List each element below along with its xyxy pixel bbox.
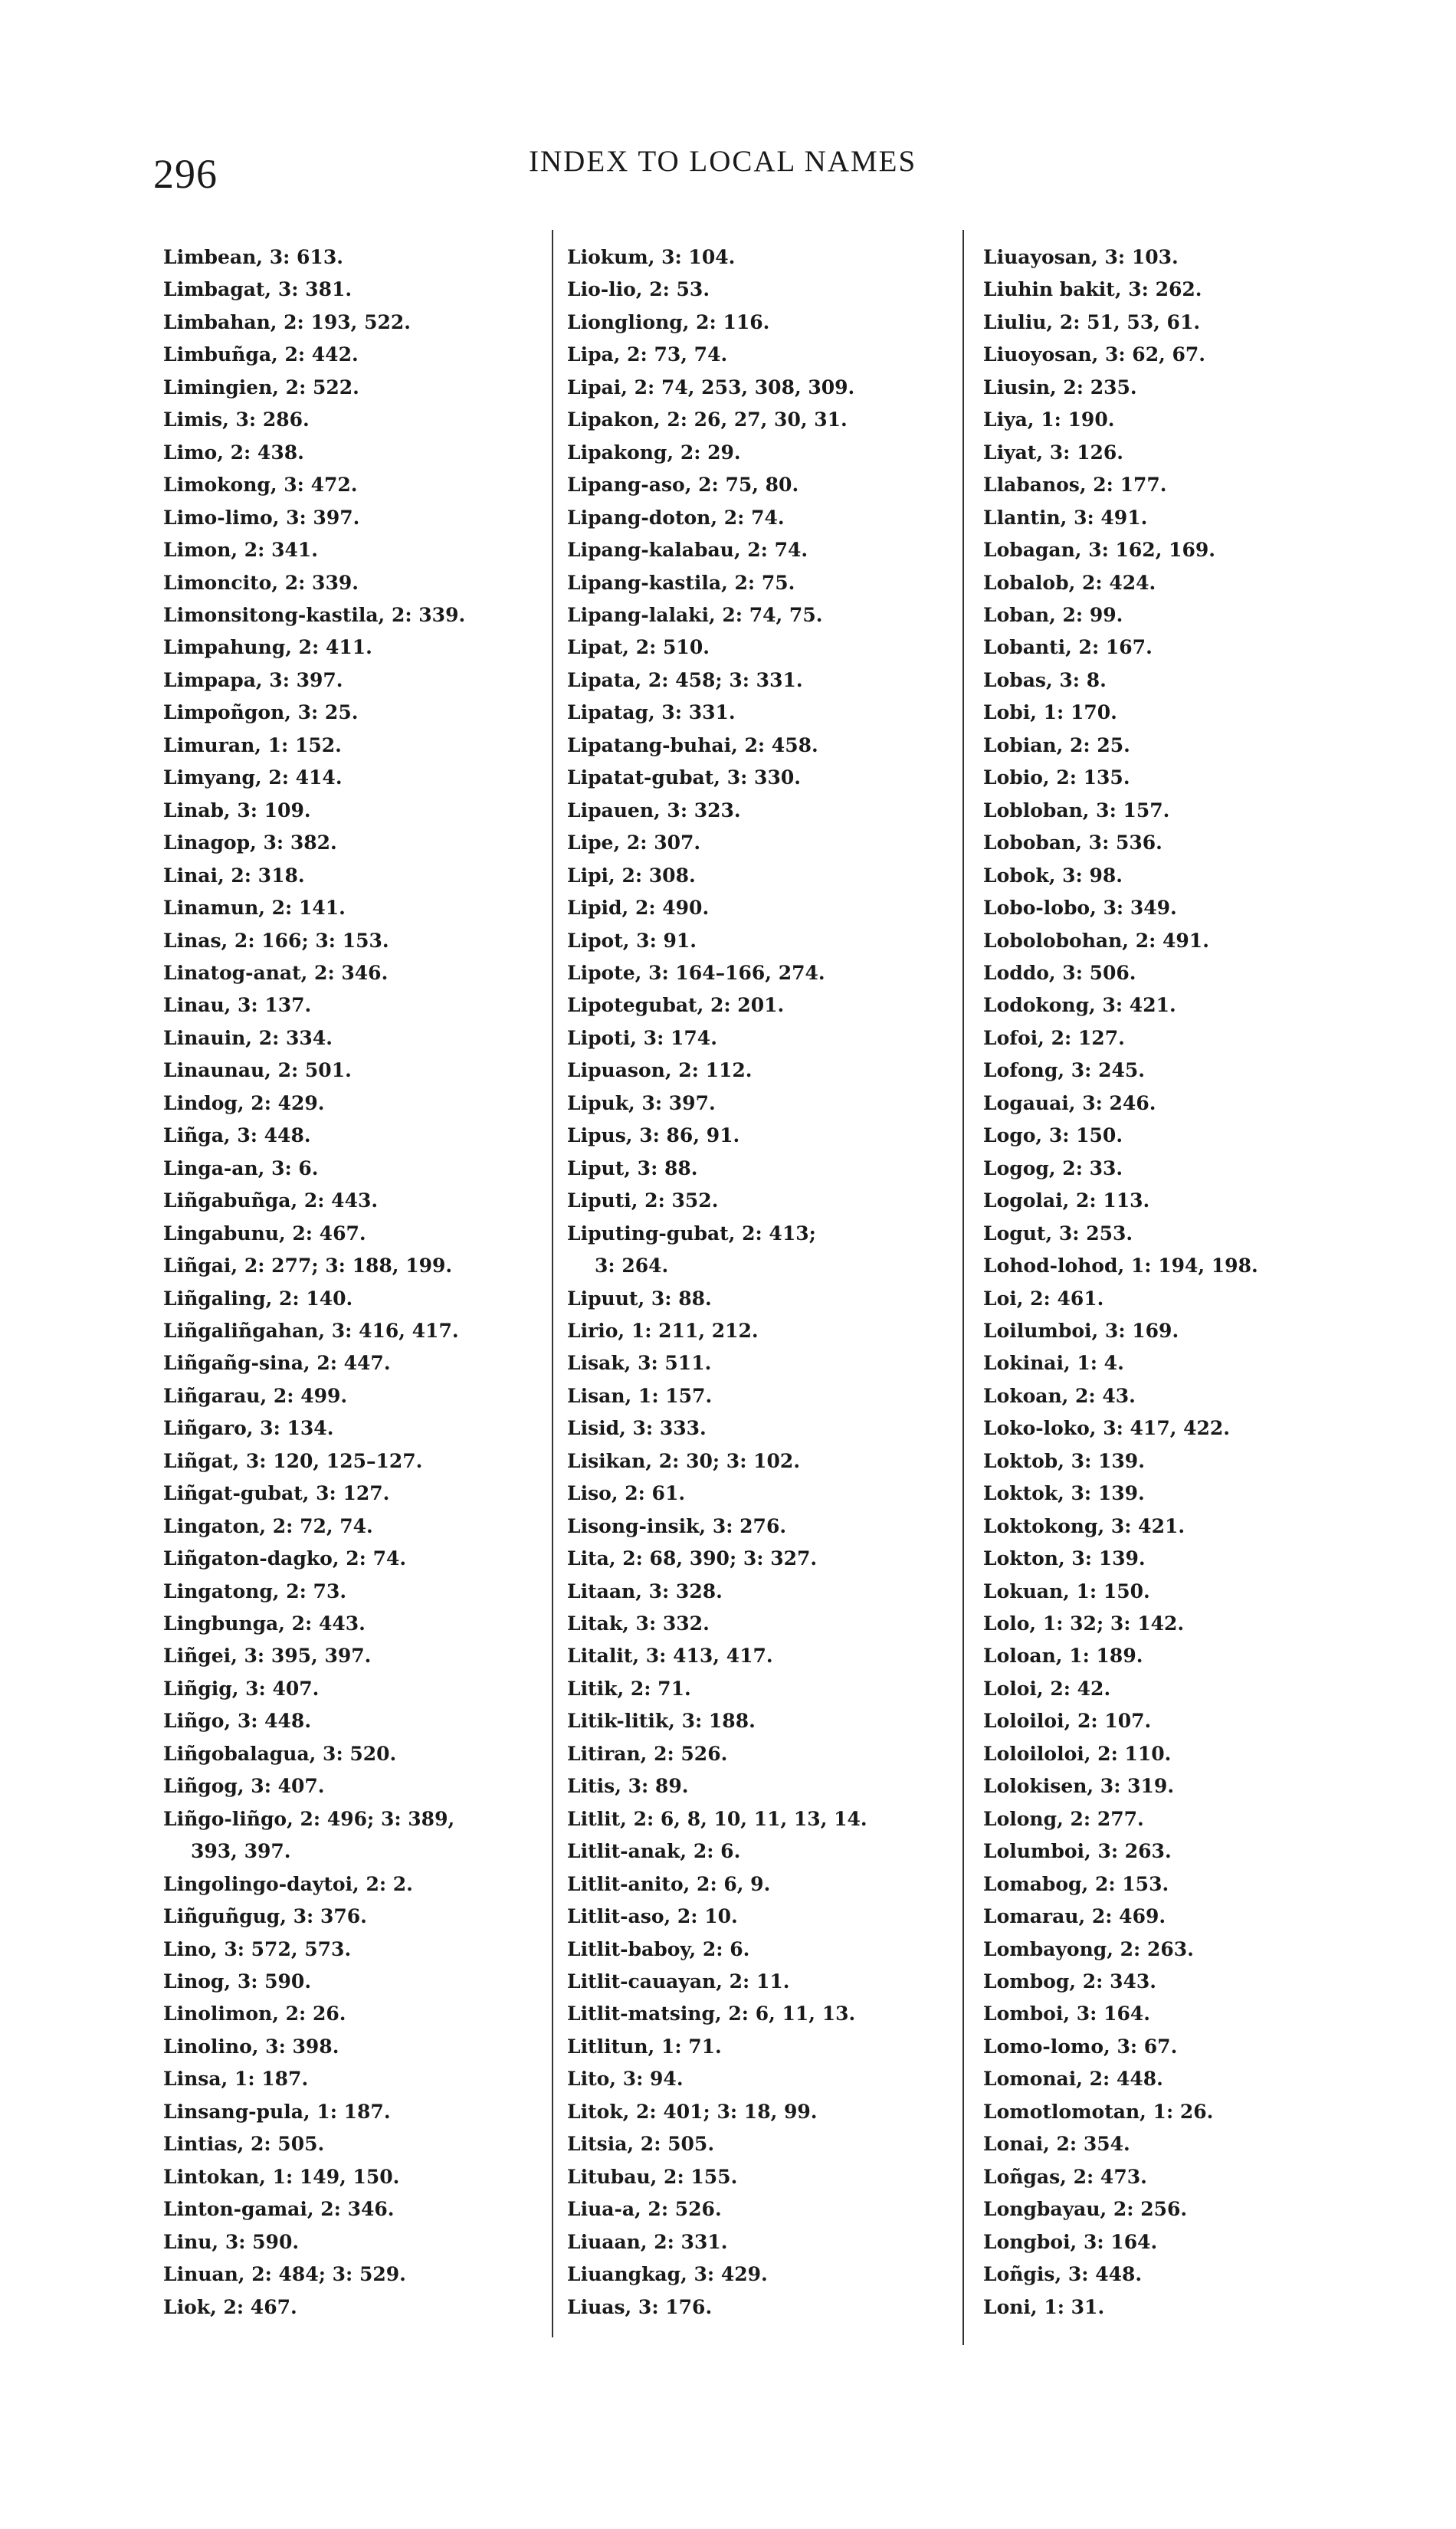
index-entry: Liñgañg-sina, 2: 447. [163, 1352, 391, 1375]
index-entry: Lolokisen, 3: 319. [983, 1775, 1175, 1798]
index-entry: Litok, 2: 401; 3: 18, 99. [567, 2100, 818, 2123]
index-entry: Liñgo, 3: 448. [163, 1710, 312, 1733]
index-entry: Lombog, 2: 343. [983, 1970, 1156, 1993]
index-entry: Lindog, 2: 429. [163, 1091, 325, 1114]
index-entry: Lobok, 3: 98. [983, 864, 1123, 887]
index-entry: Liso, 2: 61. [567, 1482, 686, 1505]
index-entry: Logauai, 3: 246. [983, 1091, 1156, 1114]
index-entry: Lipai, 2: 74, 253, 308, 309. [567, 376, 855, 399]
index-entry: Litlitun, 1: 71. [567, 2035, 722, 2058]
index-entry: 393, 397. [191, 1840, 291, 1863]
index-entry: Lipi, 2: 308. [567, 864, 696, 887]
index-entry: Lolo, 1: 32; 3: 142. [983, 1612, 1185, 1635]
index-entry: Liñgaro, 3: 134. [163, 1417, 334, 1440]
index-entry: Linamun, 2: 141. [163, 897, 346, 920]
index-entry: Lio-lio, 2: 53. [567, 278, 710, 301]
index-entry: Llabanos, 2: 177. [983, 474, 1167, 497]
index-entry: Lipang-doton, 2: 74. [567, 506, 785, 529]
index-entry: Lipid, 2: 490. [567, 897, 710, 920]
index-entry: Lonai, 2: 354. [983, 2133, 1130, 2156]
index-entry: Lipot, 3: 91. [567, 929, 697, 952]
index-entry: Lokuan, 1: 150. [983, 1579, 1150, 1602]
index-entry: Lipakon, 2: 26, 27, 30, 31. [567, 408, 848, 431]
index-entry: Lirio, 1: 211, 212. [567, 1319, 759, 1342]
index-entry: Logolai, 2: 113. [983, 1189, 1150, 1212]
index-entry: Linatog-anat, 2: 346. [163, 961, 389, 984]
index-entry: Lisan, 1: 157. [567, 1384, 713, 1407]
index-entry: Lino, 3: 572, 573. [163, 1937, 352, 1960]
index-entry: Lipus, 3: 86, 91. [567, 1124, 740, 1147]
index-entry: Liputing-gubat, 2: 413; [567, 1222, 816, 1245]
index-entry: Litis, 3: 89. [567, 1775, 689, 1798]
index-entry: Lipang-aso, 2: 75, 80. [567, 474, 799, 497]
index-entry: Liñguñgug, 3: 376. [163, 1905, 367, 1928]
index-entry: Liusin, 2: 235. [983, 376, 1137, 399]
index-entry: Linton-gamai, 2: 346. [163, 2198, 395, 2221]
index-entry: Litlit-cauayan, 2: 11. [567, 1970, 790, 1993]
index-entry: Lobloban, 3: 157. [983, 799, 1170, 822]
index-entry: Liñgarau, 2: 499. [163, 1384, 348, 1407]
index-entry: Lipe, 2: 307. [567, 832, 701, 854]
index-entry: Lipang-kalabau, 2: 74. [567, 539, 808, 562]
index-entry: Lipakong, 2: 29. [567, 441, 741, 464]
index-entry: Lipatat-gubat, 3: 330. [567, 766, 801, 789]
index-entry: Liok, 2: 467. [163, 2295, 297, 2318]
index-entry: Liñgabuñga, 2: 443. [163, 1189, 379, 1212]
index-entry: Liput, 3: 88. [567, 1156, 698, 1179]
index-entry: Limpoñgon, 3: 25. [163, 701, 359, 724]
index-entry: Liñgei, 3: 395, 397. [163, 1645, 372, 1668]
index-entry: Liñgaliñgahan, 3: 416, 417. [163, 1319, 459, 1342]
index-column-2 [567, 241, 950, 2324]
index-entry: Logo, 3: 150. [983, 1124, 1123, 1147]
index-entry: Lipoti, 3: 174. [567, 1026, 717, 1049]
index-entry: Litlit-anito, 2: 6, 9. [567, 1872, 771, 1895]
index-entry: Loloan, 1: 189. [983, 1645, 1143, 1668]
index-entry: Longbayau, 2: 256. [983, 2198, 1188, 2221]
index-entry: Liñgat-gubat, 3: 127. [163, 1482, 390, 1505]
running-head: INDEX TO LOCAL NAMES [529, 145, 917, 178]
index-entry: Liputi, 2: 352. [567, 1189, 719, 1212]
index-entry: Loni, 1: 31. [983, 2295, 1105, 2318]
index-entry: Limuran, 1: 152. [163, 733, 342, 756]
index-entry: Limis, 3: 286. [163, 408, 310, 431]
index-entry: Lolong, 2: 277. [983, 1807, 1144, 1830]
index-entry: Litlit-baboy, 2: 6. [567, 1937, 750, 1960]
index-entry: Lipa, 2: 73, 74. [567, 343, 728, 366]
index-entry: Lokoan, 2: 43. [983, 1384, 1136, 1407]
index-entry: Liuayosan, 3: 103. [983, 246, 1179, 268]
index-entry: Lomotlomotan, 1: 26. [983, 2100, 1214, 2123]
index-entry: Limpahung, 2: 411. [163, 636, 372, 659]
index-entry: Loboban, 3: 536. [983, 832, 1163, 854]
index-entry: Lipote, 3: 164–166, 274. [567, 961, 825, 984]
index-entry: Lingaton, 2: 72, 74. [163, 1514, 373, 1537]
index-entry: Litlit-anak, 2: 6. [567, 1840, 741, 1863]
index-entry: Liñgai, 2: 277; 3: 188, 199. [163, 1255, 453, 1278]
index-entry: Lita, 2: 68, 390; 3: 327. [567, 1547, 818, 1570]
index-entry: Lobio, 2: 135. [983, 766, 1130, 789]
index-entry: Lobanti, 2: 167. [983, 636, 1153, 659]
index-entry: Loban, 2: 99. [983, 603, 1123, 626]
index-entry: Liñgog, 3: 407. [163, 1775, 325, 1798]
index-entry: Loñgas, 2: 473. [983, 2165, 1147, 2188]
index-entry: Liuoyosan, 3: 62, 67. [983, 343, 1206, 366]
index-entry: Lipatag, 3: 331. [567, 701, 736, 724]
column-divider [962, 230, 964, 2345]
index-entry: Lobas, 3: 8. [983, 668, 1107, 691]
index-entry: Limonsitong-kastila, 2: 339. [163, 603, 466, 626]
index-entry: Limpapa, 3: 397. [163, 668, 343, 691]
index-entry: Lipata, 2: 458; 3: 331. [567, 668, 803, 691]
index-entry: Logut, 3: 253. [983, 1222, 1133, 1245]
index-entry: Linauin, 2: 334. [163, 1026, 333, 1049]
index-entry: Liñgobalagua, 3: 520. [163, 1742, 397, 1765]
index-entry: Lintias, 2: 505. [163, 2133, 325, 2156]
index-entry: Liongliong, 2: 116. [567, 310, 770, 333]
index-entry: Limoncito, 2: 339. [163, 571, 359, 594]
index-entry: Loko-loko, 3: 417, 422. [983, 1417, 1231, 1440]
column-divider [552, 230, 553, 2337]
index-entry: Liñga, 3: 448. [163, 1124, 311, 1147]
index-entry: Lobian, 2: 25. [983, 733, 1130, 756]
index-entry: Lobalob, 2: 424. [983, 571, 1156, 594]
index-entry: Liuaan, 2: 331. [567, 2230, 728, 2253]
index-entry: Linolimon, 2: 26. [163, 2003, 346, 2025]
index-entry: Liuliu, 2: 51, 53, 61. [983, 310, 1201, 333]
index-entry: Linaunau, 2: 501. [163, 1059, 352, 1082]
index-entry: Limingien, 2: 522. [163, 376, 359, 399]
index-entry: Limbahan, 2: 193, 522. [163, 310, 411, 333]
index-entry: Lomarau, 2: 469. [983, 1905, 1166, 1928]
index-entry: 3: 264. [595, 1255, 669, 1278]
index-entry: Limon, 2: 341. [163, 539, 319, 562]
index-entry: Lipuason, 2: 112. [567, 1059, 753, 1082]
index-entry: Loddo, 3: 506. [983, 961, 1136, 984]
index-entry: Loloi, 2: 42. [983, 1677, 1111, 1700]
index-entry: Litalit, 3: 413, 417. [567, 1645, 773, 1668]
index-entry: Lomo-lomo, 3: 67. [983, 2035, 1178, 2058]
index-entry: Lofong, 3: 245. [983, 1059, 1145, 1082]
index-entry: Lomonai, 2: 448. [983, 2068, 1163, 2091]
index-entry: Loilumboi, 3: 169. [983, 1319, 1179, 1342]
index-entry: Limo, 2: 438. [163, 441, 304, 464]
index-entry: Lipat, 2: 510. [567, 636, 710, 659]
index-entry: Liñgaton-dagko, 2: 74. [163, 1547, 407, 1570]
index-entry: Linagop, 3: 382. [163, 832, 337, 854]
index-entry: Linai, 2: 318. [163, 864, 305, 887]
index-entry: Lodokong, 3: 421. [983, 994, 1176, 1017]
index-entry: Liñgo-liñgo, 2: 496; 3: 389, [163, 1807, 455, 1830]
index-entry: Liñgig, 3: 407. [163, 1677, 320, 1700]
index-entry: Lipang-kastila, 2: 75. [567, 571, 795, 594]
index-entry: Lolumboi, 3: 263. [983, 1840, 1172, 1863]
index-entry: Lohod-lohod, 1: 194, 198. [983, 1255, 1258, 1278]
index-entry: Linab, 3: 109. [163, 799, 311, 822]
index-column-1 [163, 241, 531, 2324]
index-entry: Lipatang-buhai, 2: 458. [567, 733, 818, 756]
index-entry: Lisikan, 2: 30; 3: 102. [567, 1449, 801, 1472]
index-entry: Litaan, 3: 328. [567, 1579, 723, 1602]
index-column-3 [983, 241, 1305, 2324]
index-entry: Lipauen, 3: 323. [567, 799, 741, 822]
index-entry: Lisong-insik, 3: 276. [567, 1514, 787, 1537]
index-entry: Lipuut, 3: 88. [567, 1287, 712, 1310]
index-entry: Limyang, 2: 414. [163, 766, 343, 789]
index-entry: Logog, 2: 33. [983, 1156, 1123, 1179]
index-entry: Lobagan, 3: 162, 169. [983, 539, 1216, 562]
index-entry: Limbuñga, 2: 442. [163, 343, 359, 366]
index-entry: Lisid, 3: 333. [567, 1417, 707, 1440]
index-entry: Linas, 2: 166; 3: 153. [163, 929, 389, 952]
index-entry: Lipang-lalaki, 2: 74, 75. [567, 603, 823, 626]
index-entry: Loloiloi, 2: 107. [983, 1710, 1152, 1733]
index-entry: Lisak, 3: 511. [567, 1352, 712, 1375]
index-entry: Lingolingo-daytoi, 2: 2. [163, 1872, 413, 1895]
index-entry: Litlit-aso, 2: 10. [567, 1905, 738, 1928]
index-entry: Lokinai, 1: 4. [983, 1352, 1124, 1375]
index-entry: Lobi, 1: 170. [983, 701, 1117, 724]
index-entry: Lomboi, 3: 164. [983, 2003, 1150, 2025]
index-entry: Lombayong, 2: 263. [983, 1937, 1194, 1960]
index-entry: Linu, 3: 590. [163, 2230, 300, 2253]
index-entry: Linolino, 3: 398. [163, 2035, 339, 2058]
index-entry: Litubau, 2: 155. [567, 2165, 738, 2188]
index-entry: Lito, 3: 94. [567, 2068, 684, 2091]
index-entry: Lingbunga, 2: 443. [163, 1612, 366, 1635]
index-entry: Lipotegubat, 2: 201. [567, 994, 785, 1017]
index-entry: Lingabunu, 2: 467. [163, 1222, 366, 1245]
index-entry: Linga-an, 3: 6. [163, 1156, 319, 1179]
index-entry: Litik-litik, 3: 188. [567, 1710, 756, 1733]
index-entry: Litlit-matsing, 2: 6, 11, 13. [567, 2003, 856, 2025]
index-entry: Loñgis, 3: 448. [983, 2263, 1143, 2286]
index-entry: Lingatong, 2: 73. [163, 1579, 347, 1602]
index-entry: Lipuk, 3: 397. [567, 1091, 716, 1114]
index-entry: Litlit, 2: 6, 8, 10, 11, 13, 14. [567, 1807, 867, 1830]
index-entry: Liñgaling, 2: 140. [163, 1287, 353, 1310]
index-entry: Linog, 3: 590. [163, 1970, 312, 1993]
index-entry: Loktokong, 3: 421. [983, 1514, 1185, 1537]
index-entry: Litak, 3: 332. [567, 1612, 710, 1635]
index-entry: Linau, 3: 137. [163, 994, 312, 1017]
index-entry: Limo-limo, 3: 397. [163, 506, 360, 529]
index-entry: Loi, 2: 461. [983, 1287, 1104, 1310]
index-entry: Liyat, 3: 126. [983, 441, 1123, 464]
index-entry: Lomabog, 2: 153. [983, 1872, 1169, 1895]
index-entry: Liñgat, 3: 120, 125–127. [163, 1449, 423, 1472]
index-entry: Loktob, 3: 139. [983, 1449, 1145, 1472]
page-number: 296 [153, 151, 218, 197]
index-entry: Limbean, 3: 613. [163, 246, 343, 268]
index-entry: Litiran, 2: 526. [567, 1742, 728, 1765]
index-entry: Liuas, 3: 176. [567, 2295, 713, 2318]
index-entry: Llantin, 3: 491. [983, 506, 1148, 529]
index-entry: Linsa, 1: 187. [163, 2068, 309, 2091]
index-entry: Lobo-lobo, 3: 349. [983, 897, 1177, 920]
index-entry: Limokong, 3: 472. [163, 474, 358, 497]
index-entry: Lokton, 3: 139. [983, 1547, 1146, 1570]
index-entry: Linuan, 2: 484; 3: 529. [163, 2263, 406, 2286]
index-entry: Loktok, 3: 139. [983, 1482, 1145, 1505]
index-entry: Liuangkag, 3: 429. [567, 2263, 768, 2286]
index-entry: Litik, 2: 71. [567, 1677, 691, 1700]
index-entry: Longboi, 3: 164. [983, 2230, 1158, 2253]
index-entry: Loloiloloi, 2: 110. [983, 1742, 1172, 1765]
index-entry: Litsia, 2: 505. [567, 2133, 715, 2156]
index-entry: Liokum, 3: 104. [567, 246, 736, 268]
index-entry: Liua-a, 2: 526. [567, 2198, 722, 2221]
index-entry: Linsang-pula, 1: 187. [163, 2100, 391, 2123]
index-entry: Liya, 1: 190. [983, 408, 1115, 431]
index-entry: Limbagat, 3: 381. [163, 278, 353, 301]
index-entry: Lobolobohan, 2: 491. [983, 929, 1209, 952]
index-entry: Liuhin bakit, 3: 262. [983, 278, 1202, 301]
index-entry: Lofoi, 2: 127. [983, 1026, 1125, 1049]
index-entry: Lintokan, 1: 149, 150. [163, 2165, 400, 2188]
